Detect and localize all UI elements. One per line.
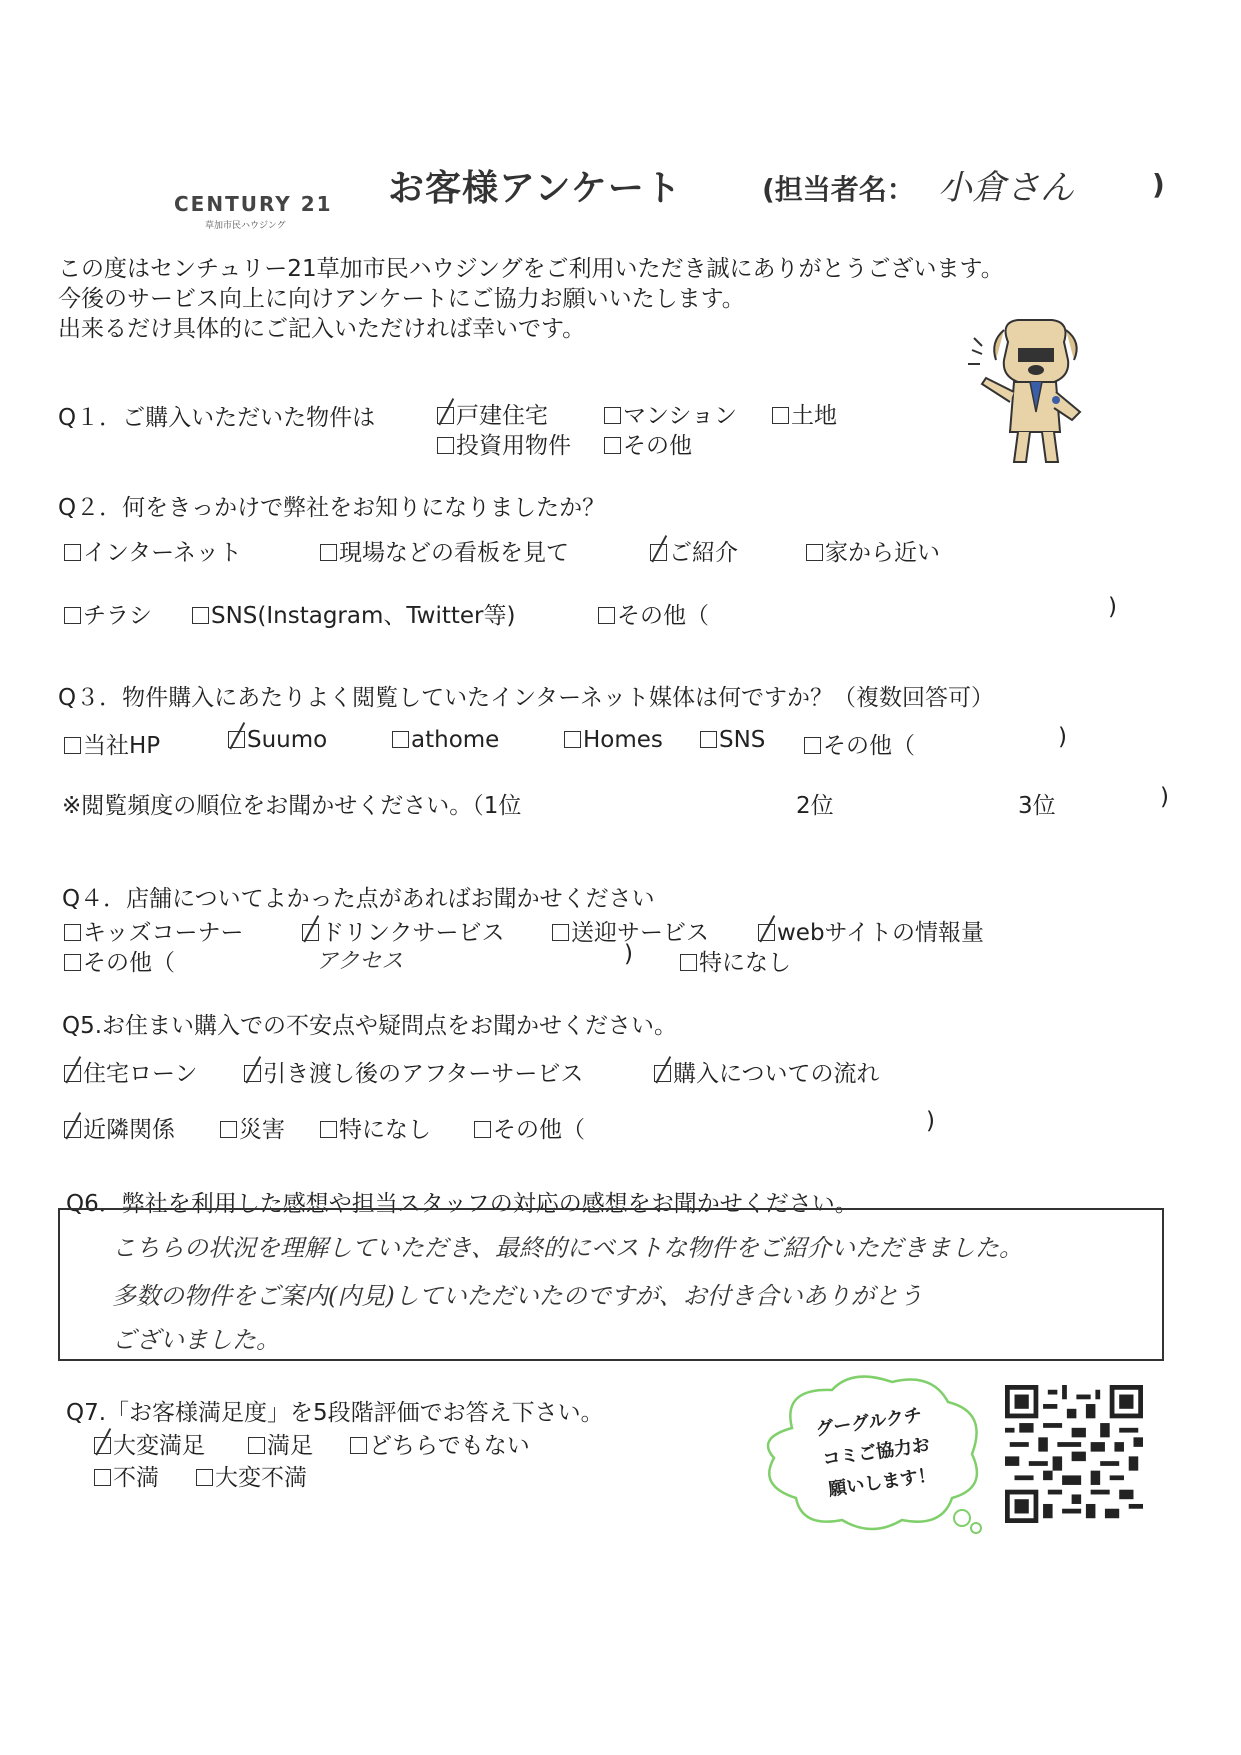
review-text-3: 願いします！ <box>827 1464 938 1501</box>
checkbox[interactable] <box>700 731 717 748</box>
q2-option-near-home[interactable]: 家から近い <box>806 534 940 567</box>
checkbox[interactable] <box>680 954 697 971</box>
q2-option-sns[interactable]: SNS(Instagram、Twitter等) <box>192 597 515 630</box>
q3-option-homes[interactable]: Homes <box>564 727 663 753</box>
checkbox[interactable] <box>437 407 454 424</box>
q5-option-after-service[interactable]: 引き渡し後のアフターサービス <box>244 1055 583 1088</box>
checkbox[interactable] <box>320 544 337 561</box>
q7-option-neutral[interactable]: どちらでもない <box>350 1427 530 1460</box>
review-text-1: グーグルクチ <box>814 1404 924 1441</box>
dog-mascot-icon <box>960 312 1100 472</box>
checkbox[interactable] <box>64 607 81 624</box>
intro-line-2: 今後のサービス向上に向けアンケートにご協力お願いいたします。 <box>58 286 745 312</box>
q5-option-other[interactable]: その他（ <box>474 1111 585 1144</box>
q3-option-sns[interactable]: SNS <box>700 727 765 753</box>
q1-option-investment[interactable]: 投資用物件 <box>437 427 571 460</box>
q6-answer-line-1: こちらの状況を理解していただき、最終的にベストな物件をご紹介いただきました。 <box>112 1234 1024 1262</box>
q6-question: Q6．弊社を利用した感想や担当スタッフの対応の感想をお聞かせください。 <box>66 1191 858 1217</box>
q3-rank-label: ※閲覧頻度の順位をお聞かせください。（1位 <box>62 793 522 819</box>
checkbox[interactable] <box>552 924 569 941</box>
q5-option-neighbors[interactable]: 近隣関係 <box>64 1111 175 1144</box>
checkbox[interactable] <box>654 1065 671 1082</box>
checkbox[interactable] <box>64 1121 81 1138</box>
checkbox[interactable] <box>94 1469 111 1486</box>
checkbox[interactable] <box>64 924 81 941</box>
checkbox[interactable] <box>244 1065 261 1082</box>
q4-option-shuttle[interactable]: 送迎サービス <box>552 914 709 947</box>
q6-answer-line-2: 多数の物件をご案内(内見)していただいたのですが、お付き合いありがとう <box>112 1282 923 1310</box>
q3-question: Q３．物件購入にあたりよく閲覧していたインターネット媒体は何ですか？（複数回答可） <box>58 685 995 711</box>
company-logo-sub: 草加市民ハウジング <box>205 221 286 231</box>
checkbox[interactable] <box>94 1437 111 1454</box>
checkbox[interactable] <box>64 954 81 971</box>
checkbox[interactable] <box>64 737 81 754</box>
q3-option-other[interactable]: その他（ <box>804 727 915 760</box>
q3-rank-close: ) <box>1160 784 1169 810</box>
staff-name-handwritten: 小倉さん <box>938 168 1074 208</box>
q2-option-internet[interactable]: インターネット <box>64 534 242 567</box>
q4-option-website[interactable]: webサイトの情報量 <box>758 914 984 947</box>
q3-option-athome[interactable]: athome <box>392 727 499 753</box>
staff-label: (担当者名： <box>762 173 915 206</box>
q1-option-other[interactable]: その他 <box>604 427 692 460</box>
q2-option-other[interactable]: その他（ <box>598 597 709 630</box>
q5-question: Q5.お住まい購入での不安点や疑問点をお聞かせください。 <box>62 1013 678 1039</box>
checkbox[interactable] <box>64 544 81 561</box>
q7-option-satisfied[interactable]: 満足 <box>248 1427 313 1460</box>
q4-option-kids-corner[interactable]: キッズコーナー <box>64 914 244 947</box>
qr-code-icon[interactable] <box>1005 1385 1143 1523</box>
q5-other-close: ) <box>926 1108 935 1134</box>
page-title: お客様アンケート <box>388 168 682 209</box>
q2-option-signboard[interactable]: 現場などの看板を見て <box>320 534 569 567</box>
checkbox[interactable] <box>220 1121 237 1138</box>
checkbox[interactable] <box>320 1121 337 1138</box>
intro-line-1: この度はセンチュリー21草加市民ハウジングをご利用いただき誠にありがとうございます。 <box>58 256 1004 282</box>
q2-option-flyer[interactable]: チラシ <box>64 597 152 630</box>
checkbox[interactable] <box>228 731 245 748</box>
checkbox[interactable] <box>604 437 621 454</box>
q5-option-nothing[interactable]: 特になし <box>320 1111 431 1144</box>
checkbox[interactable] <box>650 544 667 561</box>
checkbox[interactable] <box>804 737 821 754</box>
checkbox[interactable] <box>758 924 775 941</box>
review-text-2: コミご協力お <box>821 1434 932 1471</box>
q1-option-mansion[interactable]: マンション <box>604 397 737 430</box>
q1-question: Q１．ご購入いただいた物件は <box>58 405 376 431</box>
checkbox[interactable] <box>196 1469 213 1486</box>
q3-option-suumo[interactable]: Suumo <box>228 727 327 753</box>
company-logo: CENTURY 21 <box>174 192 333 216</box>
q1-option-land[interactable]: 土地 <box>772 397 837 430</box>
q4-option-other[interactable]: その他（ <box>64 944 175 977</box>
checkbox[interactable] <box>598 607 615 624</box>
checkbox[interactable] <box>806 544 823 561</box>
checkbox[interactable] <box>248 1437 265 1454</box>
staff-close: ) <box>1152 168 1165 201</box>
checkbox[interactable] <box>437 437 454 454</box>
q2-other-close: ) <box>1108 594 1117 620</box>
checkbox[interactable] <box>772 407 789 424</box>
q7-option-dissatisfied[interactable]: 不満 <box>94 1459 159 1492</box>
q2-question: Q２．何をきっかけで弊社をお知りになりましたか？ <box>58 495 606 521</box>
checkbox[interactable] <box>302 924 319 941</box>
checkbox[interactable] <box>474 1121 491 1138</box>
checkbox[interactable] <box>604 407 621 424</box>
q5-option-purchase-flow[interactable]: 購入についての流れ <box>654 1055 880 1088</box>
q3-option-company-hp[interactable]: 当社HP <box>64 727 160 760</box>
q3-other-close: ) <box>1058 724 1067 750</box>
intro-line-3: 出来るだけ具体的にご記入いただければ幸いです。 <box>58 316 586 342</box>
checkbox[interactable] <box>564 731 581 748</box>
checkbox[interactable] <box>350 1437 367 1454</box>
q7-option-very-dissatisfied[interactable]: 大変不満 <box>196 1459 307 1492</box>
q7-option-very-satisfied[interactable]: 大変満足 <box>94 1427 205 1460</box>
checkbox[interactable] <box>192 607 209 624</box>
q3-rank-2: 2位 <box>796 793 834 819</box>
q2-option-referral[interactable]: ご紹介 <box>650 534 738 567</box>
q1-option-detached-house[interactable]: 戸建住宅 <box>437 397 548 430</box>
checkbox[interactable] <box>392 731 409 748</box>
checkbox[interactable] <box>64 1065 81 1082</box>
q4-option-nothing[interactable]: 特になし <box>680 944 791 977</box>
q4-option-drink[interactable]: ドリンクサービス <box>302 914 505 947</box>
q4-other-close: ) <box>624 941 633 967</box>
q5-option-loan[interactable]: 住宅ローン <box>64 1055 198 1088</box>
q4-question: Q４．店舗についてよかった点があればお聞かせください <box>62 886 655 912</box>
q3-rank-3: 3位 <box>1018 793 1056 819</box>
q5-option-disaster[interactable]: 災害 <box>220 1111 285 1144</box>
q6-answer-line-3: ございました。 <box>112 1326 280 1354</box>
q7-question: Q7.「お客様満足度」を5段階評価でお答え下さい。 <box>66 1400 604 1426</box>
q4-other-handwritten: アクセス <box>316 949 404 974</box>
